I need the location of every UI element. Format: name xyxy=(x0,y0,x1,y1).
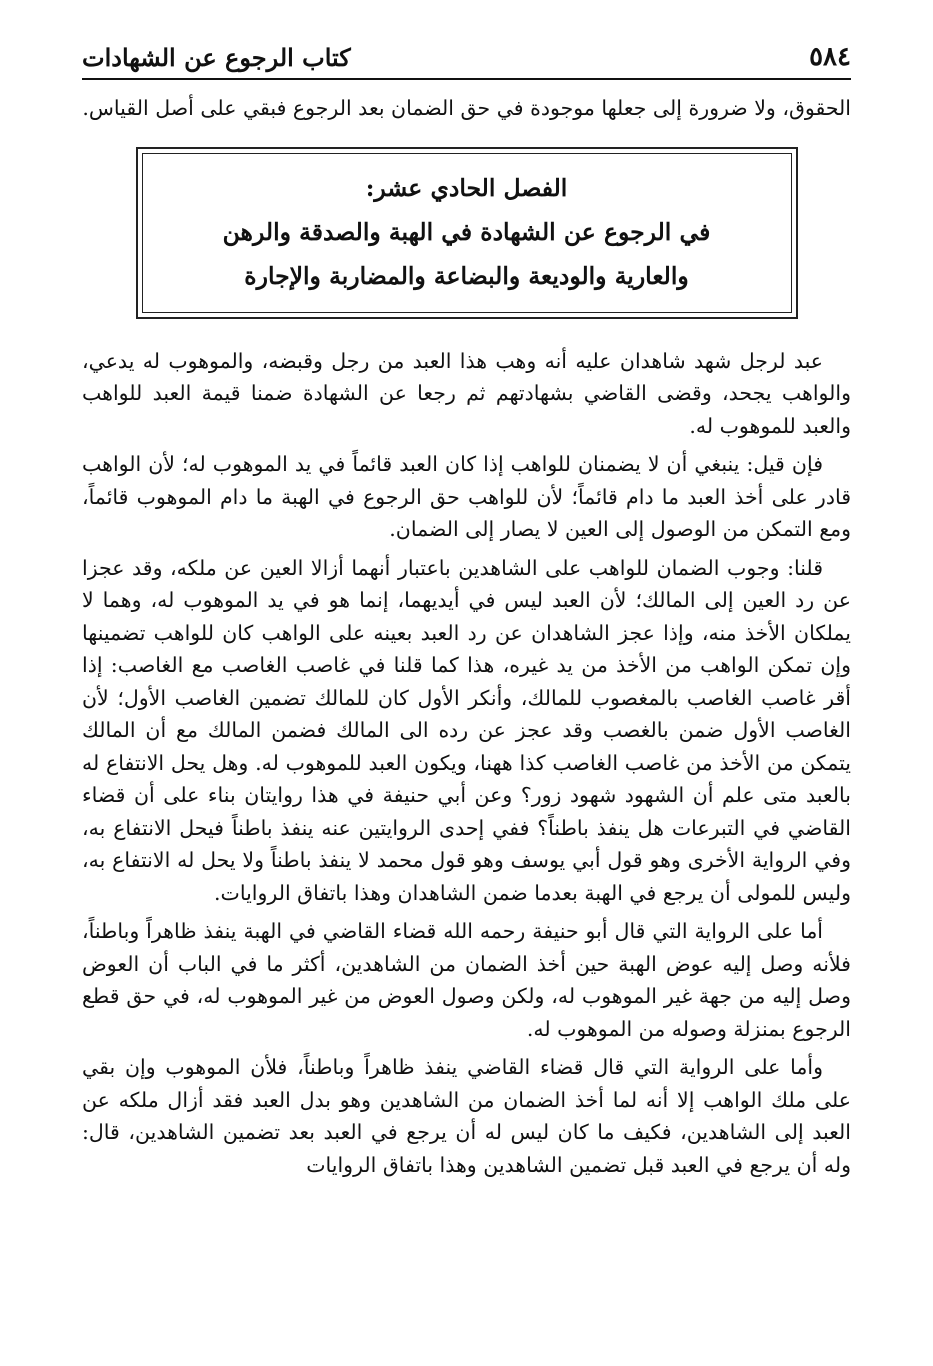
running-title: كتاب الرجوع عن الشهادات xyxy=(82,43,351,72)
page-body xyxy=(82,92,851,1187)
chapter-title-line-1: في الرجوع عن الشهادة في الهبة والصدقة والرهن xyxy=(222,217,711,246)
paragraph: فإن قيل: ينبغي أن لا يضمنان للواهب إذا كان العبد قائماً في يد الموهوب له؛ لأن الواهب قادر على أخذ العبد ما دام قائماً؛ لأن للواهب حق الرجوع في الهبة ما دام الموهوب قائماً، ومع التمكن من الوصول إلى العين لا يصار إلى الضمان. xyxy=(82,452,851,541)
intro-paragraph: الحقوق، ولا ضرورة إلى جعلها موجودة في حق الضمان بعد الرجوع فبقي على أصل القياس. xyxy=(82,96,851,120)
page-number: ٥٨٤ xyxy=(809,42,851,72)
chapter-title-line-2: والعارية والوديعة والبضاعة والمضاربة والإجارة xyxy=(244,261,689,290)
chapter-heading-box xyxy=(136,147,798,319)
paragraph: وأما على الرواية التي قال قضاء القاضي ينفذ ظاهراً وباطناً، فلأن الموهوب وإن بقي على ملك الواهب إلا أنه لما أخذ الضمان من الشاهدين وهو بدل العبد فقد أزال ملكه عن العبد إلى الشاهدين، فكيف ما كان ليس له أن يرجع في العبد بعد تضمين الشاهدين، قال: وله أن يرجع في العبد قبل تضمين الشاهدين وهذا باتفاق الروايات xyxy=(82,1055,851,1177)
chapter-heading-inner xyxy=(142,153,792,313)
paragraph: أما على الرواية التي قال أبو حنيفة رحمه الله قضاء القاضي في الهبة ينفذ ظاهراً وباطناً، فلأنه وصل إليه عوض الهبة حين أخذ الضمان من الشاهدين، أكثر ما في الباب أن العوض وصل إليه من جهة غير الموهوب له، ولكن وصول العوض من غير الموهوب له، في حق قطع الرجوع بمنزلة وصوله من الموهوب له. xyxy=(82,919,851,1041)
paragraph: قلنا: وجوب الضمان للواهب على الشاهدين باعتبار أنهما أزالا العين عن ملكه، وقد عجزا عن رد العين إلى المالك؛ لأن العبد ليس في أيديهما، إنما هو في يد الموهوب له، وهما لا يملكان الأخذ منه، وإذا عجز الشاهدان عن رد العبد بعينه على الواهب كان للواهب تضمينها وإن تمكن الواهب من الأخذ من يد غيره، هذا كما قلنا في غاصب الغاصب مع الغاصب: إذا أقر غاصب الغاصب بالمغصوب للمالك، وأنكر الأول كان للمالك تضمين الغاصب الأول؛ لأن الغاصب الأول ضمن بالغصب وقد عجز عن رده الى المالك فضمن المالك مع أن المالك يتمكن من الأخذ من غاصب الغاصب كذا ههنا، ويكون العبد للموهوب له. وهل يحل الانتفاع له بالعبد متى علم أن الشهود شهود زور؟ وعن أبي حنيفة في هذا روايتان بناء على أن قضاء القاضي في التبرعات هل ينفذ باطناً؟ ففي إحدى الروايتين عنه ينفذ باطناً فيحل الانتفاع به، وفي الرواية الأخرى وهو قول أبي يوسف وهو قول محمد لا ينفذ باطناً ولا يحل له الانتفاع به، وليس للمولى أن يرجع في الهبة بعدما ضمن الشاهدان وهذا باتفاق الروايات. xyxy=(82,555,851,905)
chapter-number: الفصل الحادي عشر: xyxy=(365,173,568,202)
paragraph: عبد لرجل شهد شاهدان عليه أنه وهب هذا العبد من رجل وقبضه، والموهوب له يدعي، والواهب يجحد، وقضى القاضي بشهادتهم ثم رجعا عن الشهادة ضمنا قيمة العبد للواهب والعبد للموهوب له. xyxy=(82,348,851,438)
page-header xyxy=(82,28,851,80)
